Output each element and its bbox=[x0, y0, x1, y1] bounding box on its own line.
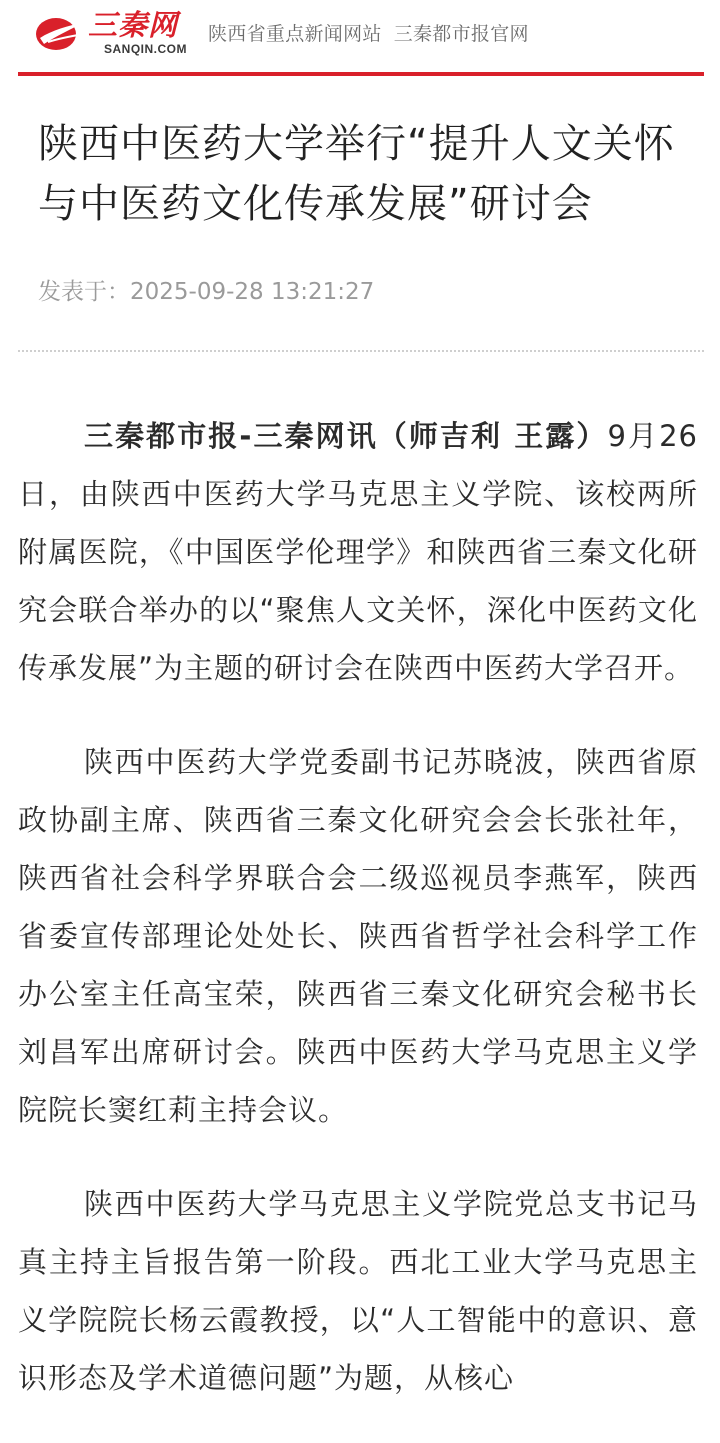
publish-time: 发表于：2025-09-28 13:21:27 bbox=[38, 279, 375, 305]
tagline-primary: 陕西省重点新闻网站 bbox=[208, 23, 382, 45]
logo-wordmark: 三秦网 bbox=[88, 8, 179, 42]
article-paragraph-1 bbox=[18, 407, 698, 697]
site-logo[interactable] bbox=[34, 6, 202, 58]
article-body bbox=[18, 407, 698, 1443]
dotted-divider bbox=[18, 350, 704, 352]
tagline-secondary: 三秦都市报官网 bbox=[393, 23, 529, 45]
article-paragraph-1-text: 9月26日，由陕西中医药大学马克思主义学院、该校两所附属医院，《中国医学伦理学》和陕西省三秦文化研究会联合举办的以“聚焦人文关怀，深化中医药文化传承发展”为主题的研讨会在陕西中医药大学召开。 bbox=[18, 419, 698, 685]
logo-domain: SANQIN.COM bbox=[104, 42, 187, 56]
article-paragraph-2: 陕西中医药大学党委副书记苏晓波，陕西省原政协副主席、陕西省三秦文化研究会会长张社年，陕西省社会科学界联合会二级巡视员李燕军，陕西省委宣传部理论处处长、陕西省哲学社会科学工作办公室主任高宝荣，陕西省三秦文化研究会秘书长刘昌军出席研讨会。陕西中医药大学马克思主义学院院长窦红莉主持会议。 bbox=[18, 745, 698, 1127]
site-header bbox=[18, 0, 704, 76]
article-title: 陕西中医药大学举行“提升人文关怀与中医药文化传承发展”研讨会 bbox=[38, 121, 675, 227]
sanqin-logo-icon bbox=[34, 12, 86, 52]
article-paragraph-3: 陕西中医药大学马克思主义学院党总支书记马真主持主旨报告第一阶段。西北工业大学马克思主义学院院长杨云霞教授，以“人工智能中的意识、意识形态及学术道德问题”为题，从核心 bbox=[18, 1187, 698, 1395]
article-lead: 三秦都市报-三秦网讯（师吉利 王露） bbox=[84, 419, 608, 453]
site-tagline bbox=[208, 20, 529, 48]
